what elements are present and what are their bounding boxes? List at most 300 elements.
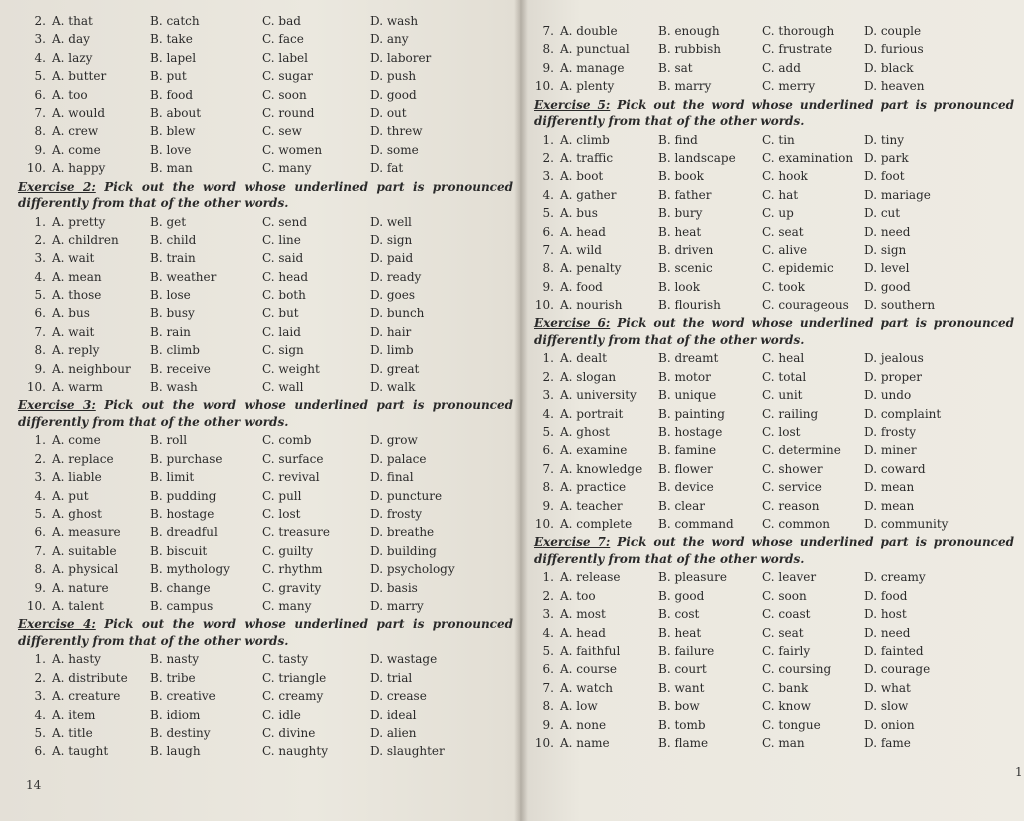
option-d: D. palace: [370, 451, 427, 466]
question-number: 5.: [34, 288, 46, 303]
option-d: D. bunch: [370, 306, 425, 321]
question-number: 10.: [534, 298, 554, 313]
option-d: D. push: [370, 69, 417, 84]
option-b: B. famine: [658, 443, 717, 458]
exercise-label: Exercise 6:: [534, 316, 611, 331]
option-c: C. many: [262, 161, 312, 176]
option-c: C. label: [262, 50, 308, 65]
question-number: 4.: [34, 269, 46, 284]
option-d: D. basis: [370, 580, 418, 595]
option-c: C. common: [762, 516, 831, 531]
question-row: [534, 734, 1014, 752]
question-number: 7.: [542, 24, 554, 38]
option-d: D. courage: [864, 662, 931, 677]
exercise-instruction: Pick out the word whose underlined part is pronounced differently from that of the other words.: [534, 535, 1015, 566]
option-b: B. limit: [150, 470, 195, 485]
option-a: A. would: [52, 105, 106, 120]
question-row: [534, 349, 1014, 367]
option-d: D. good: [864, 279, 911, 294]
question-number: 2.: [542, 369, 554, 384]
option-b: B. campus: [150, 598, 214, 613]
option-a: A. taught: [52, 744, 109, 759]
option-c: C. send: [262, 214, 308, 229]
question-row: [534, 278, 1014, 296]
option-b: B. marry: [658, 79, 712, 94]
option-a: A. climb: [560, 132, 610, 147]
option-d: D. complaint: [864, 406, 942, 421]
option-b: B. child: [150, 232, 197, 247]
question-number: 2.: [34, 451, 46, 466]
option-b: B. about: [150, 105, 202, 120]
option-b: B. want: [658, 680, 705, 695]
question-row: [18, 213, 513, 231]
option-c: C. service: [762, 480, 822, 495]
question-number: 3.: [34, 689, 46, 704]
question-number: 5.: [34, 725, 46, 740]
question-row: [534, 568, 1014, 586]
option-c: C. sign: [262, 343, 304, 358]
option-c: C. idle: [262, 707, 301, 722]
question-row: [534, 660, 1014, 678]
option-b: B. change: [150, 580, 211, 595]
exercise-instruction: Pick out the word whose underlined part is pronounced differently from that of the other words.: [18, 398, 514, 429]
option-a: A. release: [560, 570, 621, 585]
option-c: C. add: [762, 60, 801, 75]
option-c: C. tin: [762, 132, 795, 147]
option-d: D. threw: [370, 124, 423, 139]
option-c: C. revival: [262, 470, 320, 485]
option-d: D. goes: [370, 288, 415, 303]
question-number: 4.: [34, 50, 46, 65]
option-a: A. title: [52, 725, 93, 740]
question-number: 9.: [34, 580, 46, 595]
option-b: B. cost: [658, 607, 700, 622]
question-row: [534, 624, 1014, 642]
question-number: 9.: [542, 498, 554, 513]
option-c: C. sew: [262, 124, 302, 139]
option-a: A. happy: [52, 161, 106, 176]
question-number: 2.: [34, 670, 46, 685]
question-row: [18, 360, 513, 378]
question-number: 5.: [542, 643, 554, 658]
option-c: C. total: [762, 369, 807, 384]
option-a: A. dealt: [560, 351, 607, 366]
option-b: B. love: [150, 142, 192, 157]
question-number: 10.: [26, 161, 46, 176]
option-c: C. laid: [262, 324, 301, 339]
option-d: D. trial: [370, 670, 413, 685]
option-a: A. food: [560, 279, 603, 294]
option-b: B. landscape: [658, 150, 736, 165]
option-a: A. head: [560, 625, 606, 640]
option-d: D. ideal: [370, 707, 417, 722]
right-column: [534, 22, 1014, 752]
option-d: D. need: [864, 625, 911, 640]
option-d: D. need: [864, 224, 911, 239]
question-number: 1.: [542, 351, 554, 366]
option-d: D. wash: [370, 14, 419, 28]
option-c: C. hat: [762, 187, 799, 202]
option-a: A. course: [560, 662, 617, 677]
question-number: 1.: [34, 652, 46, 667]
option-d: D. proper: [864, 369, 922, 384]
option-d: D. good: [370, 87, 417, 102]
question-number: 1.: [542, 132, 554, 147]
option-d: D. cut: [864, 206, 901, 221]
option-a: A. penalty: [560, 261, 622, 276]
option-b: B. get: [150, 214, 187, 229]
option-a: A. nature: [52, 580, 109, 595]
option-b: B. food: [150, 87, 194, 102]
option-b: B. book: [658, 169, 704, 184]
option-b: B. tomb: [658, 717, 706, 732]
left-column: [18, 12, 513, 761]
question-row: [534, 515, 1014, 533]
question-number: 5.: [542, 206, 554, 221]
question-number: 3.: [34, 32, 46, 47]
option-d: D. fainted: [864, 643, 924, 658]
option-b: B. dreadful: [150, 525, 218, 540]
option-c: C. coast: [762, 607, 811, 622]
question-row: [18, 159, 513, 177]
option-a: A. ghost: [52, 506, 102, 521]
question-row: [18, 579, 513, 597]
option-b: B. wash: [150, 380, 198, 395]
option-d: D. creamy: [864, 570, 926, 585]
option-d: D. undo: [864, 388, 912, 403]
option-c: C. seat: [762, 224, 804, 239]
option-d: D. mariage: [864, 187, 931, 202]
option-b: B. heat: [658, 625, 702, 640]
option-c: C. tongue: [762, 717, 821, 732]
question-row: [18, 431, 513, 449]
option-c: C. said: [262, 251, 304, 266]
option-a: A. come: [52, 433, 101, 448]
option-b: B. find: [658, 132, 698, 147]
question-number: 10.: [534, 735, 554, 750]
option-a: A. bus: [52, 306, 90, 321]
question-number: 7.: [542, 461, 554, 476]
option-b: B. pleasure: [658, 570, 727, 585]
option-b: B. creative: [150, 689, 216, 704]
option-c: C. divine: [262, 725, 316, 740]
option-a: A. distribute: [52, 670, 128, 685]
question-number: 3.: [542, 388, 554, 403]
page-number: 1: [1015, 765, 1023, 779]
option-c: C. coursing: [762, 662, 832, 677]
option-c: C. pull: [262, 488, 302, 503]
option-a: A. that: [52, 14, 93, 28]
option-d: D. food: [864, 588, 908, 603]
question-number: 2.: [34, 14, 46, 28]
option-d: D. slaughter: [370, 744, 445, 759]
option-d: D. heaven: [864, 79, 925, 94]
option-c: C. face: [262, 32, 304, 47]
option-d: D. miner: [864, 443, 917, 458]
question-row: [18, 560, 513, 578]
option-a: A. none: [560, 717, 607, 732]
option-a: A. pretty: [52, 214, 106, 229]
option-a: A. suitable: [52, 543, 117, 558]
option-c: C. weight: [262, 361, 320, 376]
question-row: [18, 122, 513, 140]
option-d: D. ready: [370, 269, 422, 284]
option-d: D. grow: [370, 433, 418, 448]
option-c: C. courageous: [762, 298, 849, 313]
option-a: A. reply: [52, 343, 100, 358]
option-d: D. frosty: [864, 425, 916, 440]
option-c: C. many: [262, 598, 312, 613]
question-row: [534, 77, 1014, 95]
option-b: B. sat: [658, 60, 693, 75]
question-number: 7.: [34, 543, 46, 558]
option-b: B. laugh: [150, 744, 201, 759]
option-c: C. determine: [762, 443, 841, 458]
question-number: 2.: [34, 232, 46, 247]
option-a: A. creature: [52, 689, 121, 704]
option-d: D. park: [864, 150, 909, 165]
question-row: [534, 423, 1014, 441]
option-c: C. round: [262, 105, 315, 120]
exercise-label: Exercise 7:: [534, 535, 611, 550]
question-row: [534, 405, 1014, 423]
option-d: D. southern: [864, 298, 936, 313]
option-a: A. talent: [52, 598, 104, 613]
exercise-instruction: Pick out the word whose underlined part is pronounced differently from that of the other words.: [534, 97, 1015, 129]
option-c: C. gravity: [262, 580, 322, 595]
question-number: 1.: [34, 433, 46, 448]
option-b: B. nasty: [150, 652, 200, 667]
question-number: 6.: [542, 224, 554, 239]
question-number: 7.: [542, 680, 554, 695]
question-number: 9.: [542, 60, 554, 75]
exercise-label: Exercise 5:: [534, 97, 611, 112]
option-a: A. name: [560, 735, 610, 750]
question-row: [534, 131, 1014, 149]
option-b: B. driven: [658, 242, 714, 257]
option-d: D. tiny: [864, 132, 904, 147]
option-b: B. father: [658, 187, 712, 202]
question-number: 5.: [542, 425, 554, 440]
option-a: A. measure: [52, 525, 121, 540]
option-a: A. gather: [560, 187, 617, 202]
option-b: B. motor: [658, 369, 711, 384]
question-number: 6.: [34, 306, 46, 321]
question-row: [18, 687, 513, 705]
option-a: A. those: [52, 288, 102, 303]
option-c: C. triangle: [262, 670, 327, 685]
option-d: D. community: [864, 516, 949, 531]
question-row: [18, 67, 513, 85]
option-a: A. boot: [560, 169, 604, 184]
question-row: [18, 523, 513, 541]
question-row: [18, 341, 513, 359]
exercise-instruction: Pick out the word whose underlined part is pronounced differently from that of the other words.: [18, 179, 514, 211]
question-row: [534, 149, 1014, 167]
question-row: [18, 30, 513, 48]
question-row: [534, 167, 1014, 185]
option-c: C. but: [262, 306, 299, 321]
question-number: 3.: [34, 251, 46, 266]
question-number: 8.: [34, 562, 46, 577]
option-c: C. naughty: [262, 744, 329, 759]
option-b: B. good: [658, 588, 705, 603]
question-row: [18, 468, 513, 486]
question-row: [18, 724, 513, 742]
question-row: [18, 505, 513, 523]
option-a: A. butter: [52, 69, 107, 84]
option-c: C. heal: [762, 351, 805, 366]
option-d: D. mean: [864, 498, 915, 513]
question-number: 9.: [34, 142, 46, 157]
question-number: 10.: [534, 79, 554, 94]
option-a: A. lazy: [52, 50, 93, 65]
question-row: [534, 40, 1014, 58]
question-row: [534, 259, 1014, 277]
option-d: D. psychology: [370, 562, 455, 577]
option-d: D. out: [370, 105, 407, 120]
question-row: [18, 650, 513, 668]
question-number: 4.: [34, 707, 46, 722]
option-a: A. nourish: [560, 298, 623, 313]
option-d: D. fame: [864, 735, 911, 750]
option-b: B. dreamt: [658, 351, 719, 366]
option-d: D. slow: [864, 699, 909, 714]
exercise-heading: [534, 97, 1014, 130]
option-c: C. tasty: [262, 652, 309, 667]
option-d: D. fat: [370, 161, 404, 176]
option-a: A. slogan: [560, 369, 617, 384]
option-c: C. soon: [762, 588, 807, 603]
option-d: D. jealous: [864, 351, 924, 366]
option-c: C. sugar: [262, 69, 313, 84]
question-number: 6.: [34, 525, 46, 540]
question-number: 8.: [542, 42, 554, 57]
option-c: C. unit: [762, 388, 803, 403]
question-row: [534, 605, 1014, 623]
question-number: 8.: [542, 480, 554, 495]
option-d: D. sign: [370, 232, 413, 247]
option-b: B. receive: [150, 361, 211, 376]
question-number: 1.: [34, 214, 46, 229]
option-a: A. knowledge: [560, 461, 643, 476]
question-number: 5.: [34, 69, 46, 84]
question-row: [534, 186, 1014, 204]
option-b: B. roll: [150, 433, 188, 448]
option-b: B. tribe: [150, 670, 196, 685]
option-c: C. comb: [262, 433, 312, 448]
question-number: 3.: [542, 607, 554, 622]
question-number: 4.: [542, 187, 554, 202]
exercise-label: Exercise 4:: [18, 617, 96, 632]
question-number: 2.: [542, 150, 554, 165]
option-d: D. onion: [864, 717, 915, 732]
option-b: B. rain: [150, 324, 191, 339]
option-a: A. warm: [52, 380, 103, 395]
option-d: D. sign: [864, 242, 907, 257]
option-b: B. scenic: [658, 261, 713, 276]
option-d: D. wastage: [370, 652, 438, 667]
option-b: B. failure: [658, 643, 715, 658]
option-a: A. complete: [560, 516, 633, 531]
option-a: A. children: [52, 232, 119, 247]
option-d: D. foot: [864, 169, 905, 184]
question-row: [18, 304, 513, 322]
option-d: D. well: [370, 214, 412, 229]
option-c: C. know: [762, 699, 811, 714]
option-d: D. frosty: [370, 506, 422, 521]
question-row: [18, 249, 513, 267]
option-b: B. purchase: [150, 451, 223, 466]
question-number: 3.: [542, 169, 554, 184]
option-a: A. portrait: [560, 406, 624, 421]
option-a: A. crew: [52, 124, 99, 139]
question-number: 6.: [34, 87, 46, 102]
question-row: [18, 597, 513, 615]
option-d: D. paid: [370, 251, 414, 266]
option-c: C. head: [262, 269, 309, 284]
right-page: [520, 0, 1024, 821]
option-b: B. lose: [150, 288, 191, 303]
exercise-heading: [534, 534, 1014, 567]
exercise-heading: [18, 179, 513, 212]
option-d: D. marry: [370, 598, 424, 613]
question-row: [534, 478, 1014, 496]
question-row: [534, 223, 1014, 241]
option-a: A. double: [560, 24, 618, 38]
option-b: B. biscuit: [150, 543, 208, 558]
question-row: [18, 323, 513, 341]
question-number: 4.: [542, 406, 554, 421]
option-d: D. great: [370, 361, 420, 376]
option-c: C. rhythm: [262, 562, 323, 577]
option-b: B. bury: [658, 206, 703, 221]
question-number: 5.: [34, 506, 46, 521]
exercise-label: Exercise 2:: [18, 179, 96, 194]
question-row: [18, 706, 513, 724]
option-c: C. bank: [762, 680, 809, 695]
question-row: [534, 368, 1014, 386]
option-a: A. too: [560, 588, 596, 603]
question-row: [18, 286, 513, 304]
option-a: A. faithful: [560, 643, 621, 658]
question-row: [18, 268, 513, 286]
option-b: B. enough: [658, 24, 720, 38]
option-b: B. busy: [150, 306, 195, 321]
option-b: B. put: [150, 69, 187, 84]
option-c: C. wall: [262, 380, 304, 395]
option-c: C. took: [762, 279, 805, 294]
option-d: D. what: [864, 680, 911, 695]
option-a: A. wait: [52, 251, 95, 266]
exercise-instruction: Pick out the word whose underlined part is pronounced differently from that of the other words.: [18, 617, 514, 648]
option-a: A. wait: [52, 324, 95, 339]
question-row: [18, 542, 513, 560]
option-c: C. railing: [762, 406, 819, 421]
question-number: 4.: [34, 488, 46, 503]
option-b: B. hostage: [658, 425, 723, 440]
book-gutter: [514, 0, 528, 821]
option-d: D. hair: [370, 324, 412, 339]
option-d: D. host: [864, 607, 907, 622]
option-a: A. traffic: [560, 150, 614, 165]
option-d: D. couple: [864, 24, 922, 38]
option-d: D. walk: [370, 380, 416, 395]
option-c: C. leaver: [762, 570, 817, 585]
question-number: 10.: [26, 598, 46, 613]
question-row: [534, 59, 1014, 77]
option-b: B. heat: [658, 224, 702, 239]
